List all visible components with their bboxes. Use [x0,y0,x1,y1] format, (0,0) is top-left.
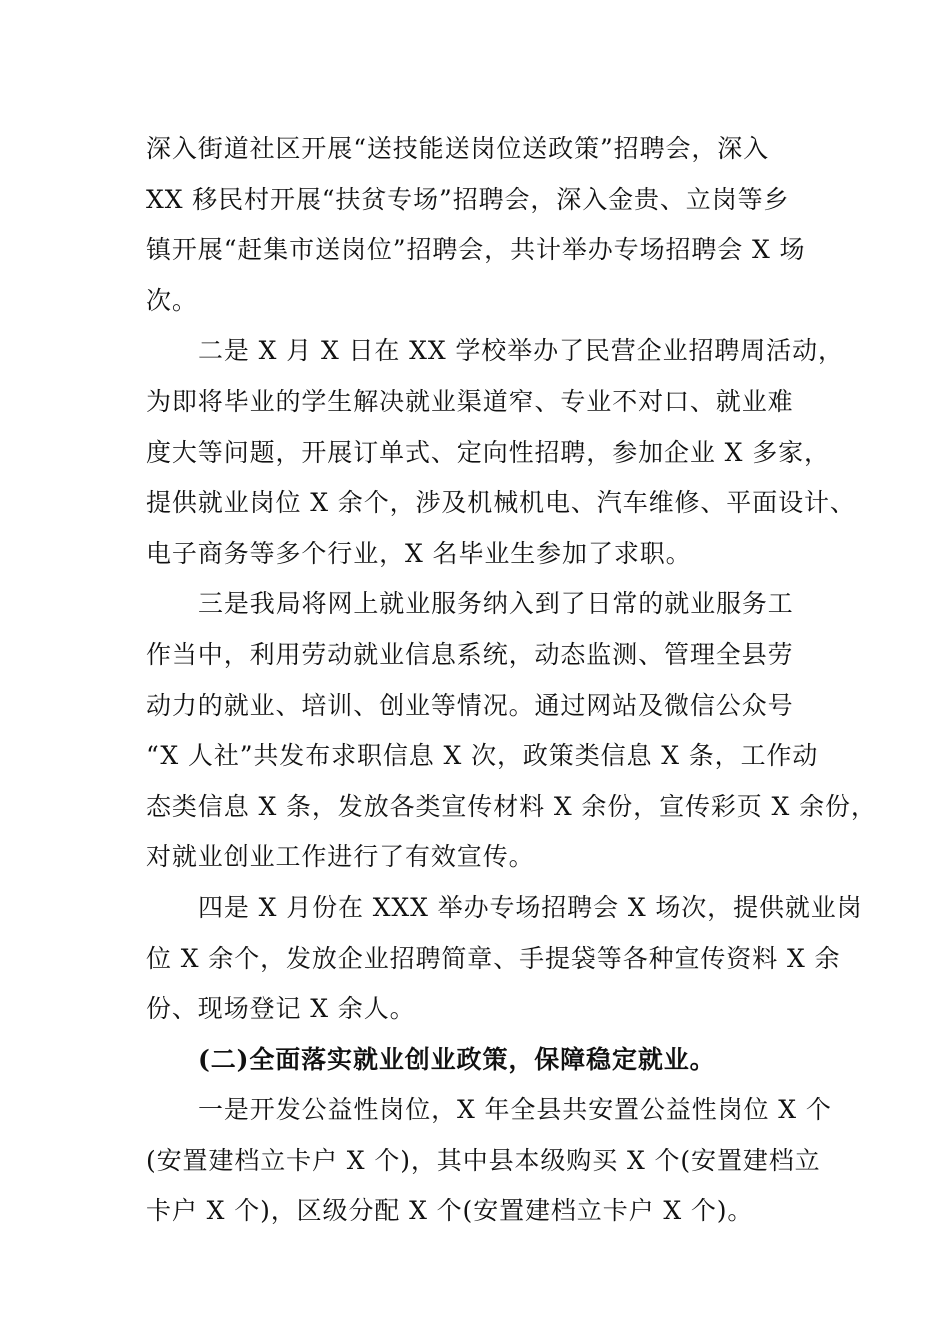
paragraph-line: 为即将毕业的学生解决就业渠道窄、专业不对口、就业难 [146,386,794,416]
paragraph-line: 三是我局将网上就业服务纳入到了日常的就业服务工 [198,589,794,619]
paragraph-line: 度大等问题，开展订单式、定向性招聘，参加企业 X 多家， [146,437,830,467]
paragraph-line: 镇开展“赶集市送岗位”招聘会，共计举办专场招聘会 X 场 [146,235,806,265]
paragraph-line: 位 X 余个，发放企业招聘简章、手提袋等各种宣传资料 X 余 [146,943,841,973]
paragraph-line: (安置建档立卡户 X 个)，其中县本级购买 X 个(安置建档立 [146,1145,821,1175]
paragraph-line: 对就业创业工作进行了有效宣传。 [146,842,535,872]
paragraph-line: XX 移民村开展“扶贫专场”招聘会，深入金贵、立岗等乡 [146,184,790,214]
paragraph-line: 态类信息 X 条，发放各类宣传材料 X 余份，宣传彩页 X 余份， [146,791,877,821]
paragraph-line: 作当中，利用劳动就业信息系统，动态监测、管理全县劳 [146,639,794,669]
paragraph-line: 份、现场登记 X 余人。 [146,994,416,1024]
document-body [146,124,877,1237]
paragraph-line: 电子商务等多个行业，X 名毕业生参加了求职。 [146,538,692,568]
paragraph-line: 深入街道社区开展“送技能送岗位送政策”招聘会，深入 [146,134,770,163]
paragraph-line: 提供就业岗位 X 余个，涉及机械机电、汽车维修、平面设计、 [146,488,856,518]
paragraph-line: 一是开发公益性岗位，X 年全县共安置公益性岗位 X 个 [198,1095,832,1125]
paragraph-line: 二是 X 月 X 日在 XX 学校举办了民营企业招聘周活动， [198,336,844,366]
paragraph-line: 动力的就业、培训、创业等情况。通过网站及微信公众号 [146,690,794,720]
paragraph-line: 次。 [146,285,198,315]
paragraph-line: 卡户 X 个)，区级分配 X 个(安置建档立卡户 X 个)。 [146,1196,754,1226]
section-heading: (二)全面落实就业创业政策，保障稳定就业。 [198,1044,716,1074]
paragraph-line: 四是 X 月份在 XXX 举办专场招聘会 X 场次，提供就业岗 [198,892,863,922]
paragraph-line: “X 人社”共发布求职信息 X 次，政策类信息 X 条，工作动 [146,741,819,771]
